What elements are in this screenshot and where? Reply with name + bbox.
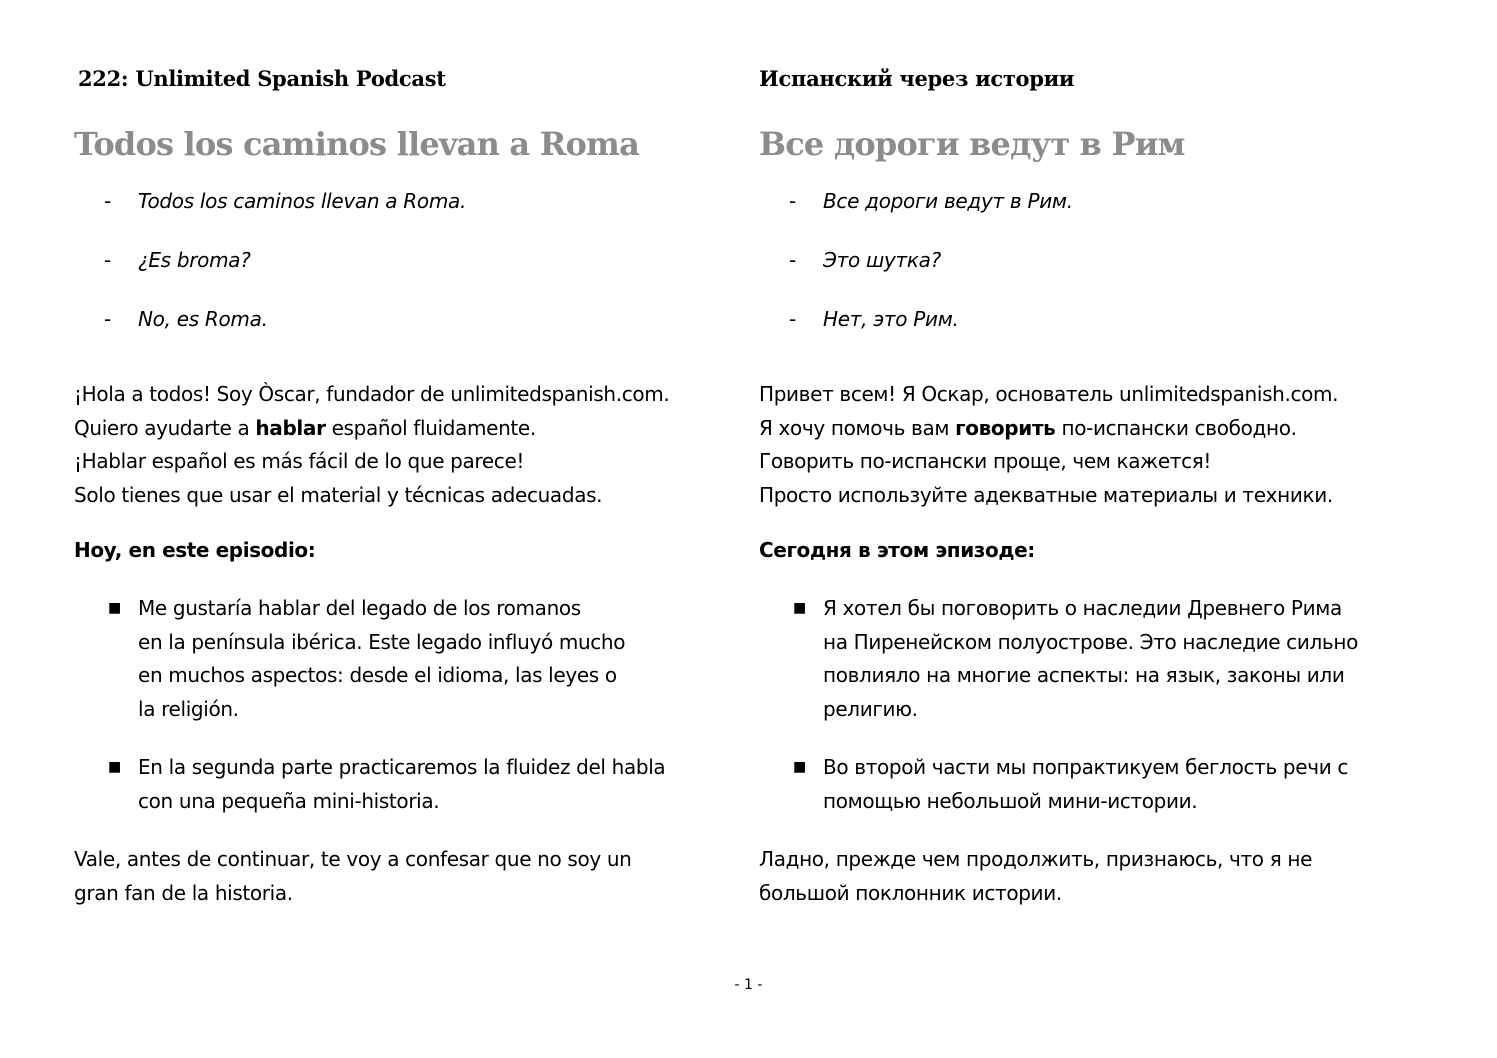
dialogue-line: Todos los caminos llevan a Roma.	[138, 189, 467, 213]
dash-mark: -	[789, 248, 796, 272]
intro-line: ¡Hablar español es más fácil de lo que parece!	[74, 449, 525, 473]
podcast-header: 222: Unlimited Spanish Podcast	[78, 66, 446, 91]
closing-paragraph	[74, 843, 754, 910]
dialogue-item	[759, 304, 1439, 363]
intro-line	[759, 412, 1439, 446]
bullet-line: на Пиренейском полуострове. Это наследие сильно	[823, 629, 1358, 654]
bullet-item	[74, 751, 754, 818]
dialogue-line: ¿Es broma?	[138, 248, 251, 272]
story-title: Все дороги ведут в Рим	[759, 125, 1185, 163]
dialogue-line: Нет, это Рим.	[823, 307, 959, 331]
episode-heading: Сегодня в этом эпизоде:	[759, 538, 1035, 562]
bullet-line: Я хотел бы поговорить о наследии Древнего Рима	[823, 596, 1342, 620]
episode-bullets	[759, 592, 1439, 818]
dialogue-line: No, es Roma.	[138, 307, 268, 331]
bullet-line: религию.	[823, 696, 918, 721]
russian-column	[759, 62, 1439, 910]
page-number: - 1 -	[734, 977, 763, 993]
dash-mark: -	[789, 189, 796, 213]
spanish-column	[74, 62, 754, 910]
bullet-line: повлияло на многие аспекты: на язык, законы или	[823, 663, 1345, 687]
bullet-line: En la segunda parte practicaremos la fluidez del habla	[138, 755, 666, 779]
bullet-line: la religión.	[138, 696, 239, 721]
square-bullet-icon: ■	[793, 759, 806, 775]
bullet-line: en la península ibérica. Este legado influyó mucho	[138, 629, 626, 654]
dialogue-list	[74, 186, 754, 363]
closing-paragraph	[759, 843, 1439, 910]
intro-line: ¡Hola a todos! Soy Òscar, fundador de unlimitedspanish.com.	[74, 382, 670, 406]
podcast-header: Испанский через истории	[759, 66, 1075, 91]
bullet-line: Во второй части мы попрактикуем беглость речи с	[823, 755, 1348, 779]
intro-line: Solo tienes que usar el material y técnicas adecuadas.	[74, 482, 603, 507]
intro-text: Я хочу помочь вам	[759, 415, 956, 440]
episode-bullets	[74, 592, 754, 818]
intro-paragraph	[759, 378, 1439, 512]
dialogue-line: Это шутка?	[823, 248, 941, 272]
square-bullet-icon: ■	[793, 600, 806, 616]
intro-paragraph	[74, 378, 754, 512]
dash-mark: -	[104, 307, 111, 331]
bullet-line: Me gustaría hablar del legado de los romanos	[138, 596, 581, 620]
square-bullet-icon: ■	[108, 759, 121, 775]
episode-heading: Hoy, en este episodio:	[74, 538, 316, 562]
dialogue-item	[759, 245, 1439, 304]
dialogue-item	[74, 186, 754, 245]
bullet-line: en muchos aspectos: desde el idioma, las leyes o	[138, 663, 617, 687]
dash-mark: -	[104, 248, 111, 272]
intro-line: Говорить по-испански проще, чем кажется!	[759, 449, 1212, 473]
dialogue-line: Все дороги ведут в Рим.	[823, 189, 1073, 213]
story-title: Todos los caminos llevan a Roma	[74, 125, 640, 163]
bullet-line: con una pequeña mini-historia.	[138, 788, 440, 813]
intro-text: Quiero ayudarte a	[74, 415, 256, 440]
dialogue-item	[759, 186, 1439, 245]
closing-line: Ладно, прежде чем продолжить, признаюсь, что я не	[759, 847, 1313, 871]
intro-line: Просто используйте адекватные материалы и техники.	[759, 482, 1333, 507]
highlighted-word: hablar	[255, 415, 326, 440]
intro-line: Привет всем! Я Оскар, основатель unlimitedspanish.com.	[759, 382, 1339, 406]
dash-mark: -	[789, 307, 796, 331]
dialogue-item	[74, 245, 754, 304]
closing-line: Vale, antes de continuar, te voy a confesar que no soy un	[74, 847, 632, 871]
square-bullet-icon: ■	[108, 600, 121, 616]
closing-line: большой поклонник истории.	[759, 880, 1062, 905]
intro-line	[74, 412, 754, 446]
bullet-line: помощью небольшой мини-истории.	[823, 788, 1198, 813]
bullet-item	[74, 592, 754, 726]
closing-line: gran fan de la historia.	[74, 880, 293, 905]
bullet-item	[759, 592, 1439, 726]
intro-text: по-испански свободно.	[1055, 415, 1297, 440]
intro-text: español fluidamente.	[325, 415, 536, 440]
dialogue-item	[74, 304, 754, 363]
bullet-item	[759, 751, 1439, 818]
dialogue-list	[759, 186, 1439, 363]
highlighted-word: говорить	[955, 415, 1056, 440]
dash-mark: -	[104, 189, 111, 213]
